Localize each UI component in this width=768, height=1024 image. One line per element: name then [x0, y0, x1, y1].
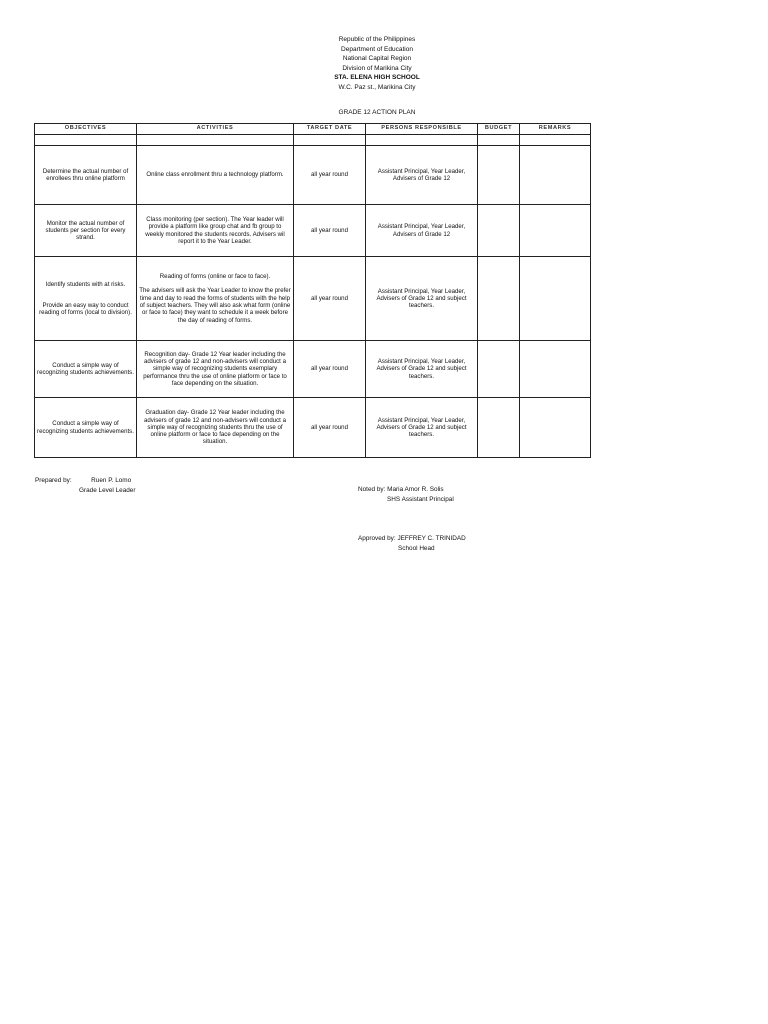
- prepared-by-block: [35, 476, 136, 496]
- target-date-cell: all year round: [294, 257, 366, 341]
- objective-cell: Determine the actual number of enrollees thru online platform: [35, 146, 137, 205]
- persons-cell: Assistant Principal, Year Leader, Advisers of Grade 12: [366, 146, 478, 205]
- activity-text-b: The advisers will ask the Year Leader to know the prefer time and day to read the forms of students with the help of subject teachers. They will also ask what form (online or face to face) they want to schedule it a week before the day of reading of forms.: [139, 287, 291, 324]
- activity-cell: Online class enrollment thru a technology platform.: [137, 146, 294, 205]
- remarks-cell: [520, 146, 591, 205]
- document-header: [220, 35, 534, 93]
- header-line-division: Division of Marikina City: [342, 64, 412, 72]
- header-budget: BUDGET: [478, 124, 520, 135]
- table-row: [35, 205, 591, 257]
- header-persons-responsible: PERSONS RESPONSIBLE: [366, 124, 478, 135]
- prepared-by-label: Prepared by:: [35, 477, 72, 484]
- target-date-cell: all year round: [294, 205, 366, 257]
- school-address: W.C. Paz st., Marikina City: [338, 83, 416, 91]
- noted-by-name: Maria Amor R. Solis: [387, 486, 444, 493]
- remarks-cell: [520, 341, 591, 398]
- remarks-cell: [520, 257, 591, 341]
- header-activities: ACTIVITIES: [137, 124, 294, 135]
- persons-cell: Assistant Principal, Year Leader, Advisers of Grade 12 and subject teachers.: [366, 257, 478, 341]
- plan-title: GRADE 12 ACTION PLAN: [338, 109, 416, 116]
- table-spacer-row: [35, 135, 591, 146]
- table-row: [35, 341, 591, 398]
- persons-cell: Assistant Principal, Year Leader, Advisers of Grade 12 and subject teachers.: [366, 398, 478, 458]
- objective-cell: [35, 257, 137, 341]
- budget-cell: [478, 146, 520, 205]
- target-date-cell: all year round: [294, 341, 366, 398]
- budget-cell: [478, 398, 520, 458]
- objective-cell: Conduct a simple way of recognizing students achievements.: [35, 398, 137, 458]
- table-row: [35, 257, 591, 341]
- approved-by-title: School Head: [398, 545, 435, 552]
- header-objectives: OBJECTIVES: [35, 124, 137, 135]
- budget-cell: [478, 205, 520, 257]
- approved-by-block: [358, 534, 466, 554]
- prepared-by-name: Ruen P. Lomo: [91, 477, 132, 484]
- header-line-republic: Republic of the Philippines: [338, 36, 416, 43]
- target-date-cell: all year round: [294, 398, 366, 458]
- approved-by-label: Approved by:: [358, 535, 396, 542]
- header-line-deped: Department of Education: [341, 45, 413, 53]
- objective-text-a: Identify students with at risks.: [45, 280, 126, 288]
- activity-cell: Graduation day- Grade 12 Year leader including the advisers of grade 12 and non-advisers will conduct a simple way of recognizing students thru the use of online platform or face to face depending on the situation.: [137, 398, 294, 458]
- header-remarks: REMARKS: [520, 124, 591, 135]
- prepared-by-title: Grade Level Leader: [79, 487, 136, 494]
- objective-cell: Monitor the actual number of students per section for every strand.: [35, 205, 137, 257]
- persons-cell: Assistant Principal, Year Leader, Advisers of Grade 12 and subject teachers.: [366, 341, 478, 398]
- budget-cell: [478, 257, 520, 341]
- header-line-region: National Capital Region: [342, 55, 412, 63]
- objective-text-b: Provide an easy way to conduct reading of forms (local to division).: [39, 301, 132, 317]
- target-date-cell: all year round: [294, 146, 366, 205]
- noted-by-title: SHS Assistant Principal: [387, 496, 454, 503]
- activity-cell: [137, 257, 294, 341]
- table-row: [35, 398, 591, 458]
- remarks-cell: [520, 398, 591, 458]
- budget-cell: [478, 341, 520, 398]
- approved-by-name: JEFFREY C. TRINIDAD: [397, 535, 466, 542]
- objective-cell: Conduct a simple way of recognizing students achievements.: [35, 341, 137, 398]
- table-header-row: [35, 124, 591, 135]
- persons-cell: Assistant Principal, Year Leader, Advisers of Grade 12: [366, 205, 478, 257]
- remarks-cell: [520, 205, 591, 257]
- noted-by-label: Noted by:: [358, 486, 386, 493]
- activity-cell: Class monitoring (per section). The Year leader will provide a platform like group chat and fb group to weekly monitored the students records. Advisers wil report it to the Year Leader.: [137, 205, 294, 257]
- school-name: STA. ELENA HIGH SCHOOL: [334, 74, 420, 82]
- header-target-date: TARGET DATE: [294, 124, 366, 135]
- table-row: [35, 146, 591, 205]
- activity-cell: Recognition day- Grade 12 Year leader including the advisers of grade 12 and non-advisers will conduct a simple way of recognizing students exemplary performance thru the use of online platform or face to face depending on the situation.: [137, 341, 294, 398]
- action-plan-table: [34, 123, 591, 458]
- noted-by-block: [358, 485, 454, 505]
- activity-text-a: Reading of forms (online or face to face).: [159, 273, 271, 281]
